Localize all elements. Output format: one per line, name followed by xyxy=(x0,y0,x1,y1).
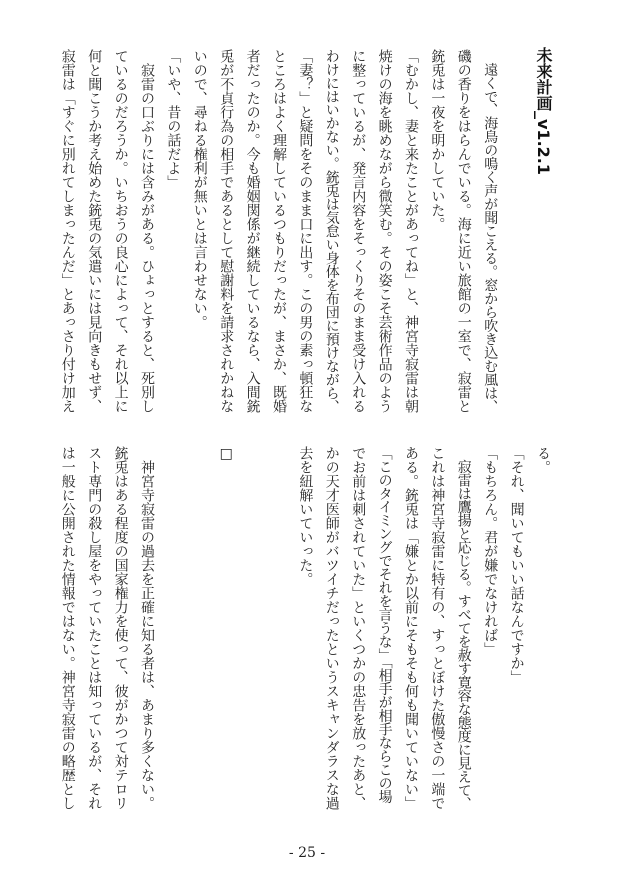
text-column: 「妻？」と疑問をそのまま口に出す。この男の素っ頓狂な xyxy=(297,49,314,413)
text-column: これは神宮寺寂雷に特有の、すっとぼけた傲慢さの一端で xyxy=(429,446,446,810)
text-column: 者だったのか。今も婚姻関係が継続しているなら、入間銃 xyxy=(244,49,261,413)
text-column: 去を紐解いていった。 xyxy=(297,446,314,586)
text-column: 寂雷の口ぶりには含みがある。ひょっとすると、死別し xyxy=(139,49,155,413)
text-column: 兎が不貞行為の相手であるとして慰謝料を請求されかねな xyxy=(218,49,235,413)
document-title: 未来計画_v1.2.1 xyxy=(534,47,553,175)
text-column: 神宮寺寂雷の過去を正確に知る者は、あまり多くない。 xyxy=(139,446,155,810)
text-column: 寂雷は鷹揚と応じる。すべてを赦す寛容な態度に見えて、 xyxy=(455,446,472,810)
text-column: いので、尋ねる権利が無いとは言わせない。 xyxy=(191,49,208,329)
text-column: る。 xyxy=(535,446,551,474)
text-column: ところはよく理解しているつもりだったが、まさか、既婚 xyxy=(271,49,287,413)
text-column: 寂雷は「すぐに別れてしまったんだ」とあっさり付け加え xyxy=(59,49,76,413)
text-column: 焼けの海を眺めながら微笑む。その姿こそ芸術作品のよう xyxy=(376,49,393,413)
text-column: 「もちろん。君が嫌でなければ」 xyxy=(482,446,499,656)
text-column: 銃兎はある程度の国家権力を使って、彼がかつて対テロリ xyxy=(112,446,129,810)
text-column: かの天才医師がバツイチだったというスキャンダラスな過 xyxy=(323,446,340,810)
text-column: わけにはいかない。銃兎は気怠い身体を布団に預けながら、 xyxy=(323,49,340,413)
text-column: 何と聞こうか考え始めた銃兎の気遣いには見向きもせず、 xyxy=(86,49,103,413)
text-column: 「このタイミングでそれを言うな」「相手が相手ならこの場 xyxy=(376,446,393,803)
text-column: 磯の香りをはらんでいる。海に近い旅館の一室で、寂雷と xyxy=(455,49,472,413)
text-column: スト専門の殺し屋をやっていたことは知っているが、それ xyxy=(86,446,103,810)
text-column: 「それ、聞いてもいい話なんですか」 xyxy=(508,446,525,684)
text-column: ているのだろうか。いちおうの良心によって、それ以上に xyxy=(112,49,129,413)
text-column: は一般に公開された情報ではない。神宮寺寂雷の略歴とし xyxy=(59,446,76,810)
text-column: ある。銃兎は「嫌とか以前にそもそも何も聞いていない」 xyxy=(403,446,419,810)
section-break-mark: □ xyxy=(218,446,235,462)
text-column: 「いや、昔の話だよ」 xyxy=(165,49,182,189)
text-column: 「むかし、妻と来たことがあってね」と、神宮寺寂雷は朝 xyxy=(403,49,419,413)
text-column: でお前は刺されていた」といくつかの忠告を放ったあと、 xyxy=(350,446,367,810)
text-column: に整っているが、発言内容をそっくりそのまま受け入れる xyxy=(350,49,367,413)
text-column: 銃兎は一夜を明かしていた。 xyxy=(429,49,446,231)
page-number: - 25 - xyxy=(288,845,326,861)
text-column: 遠くで、海鳥の鳴く声が聞こえる。窓から吹き込む風は、 xyxy=(482,49,499,413)
